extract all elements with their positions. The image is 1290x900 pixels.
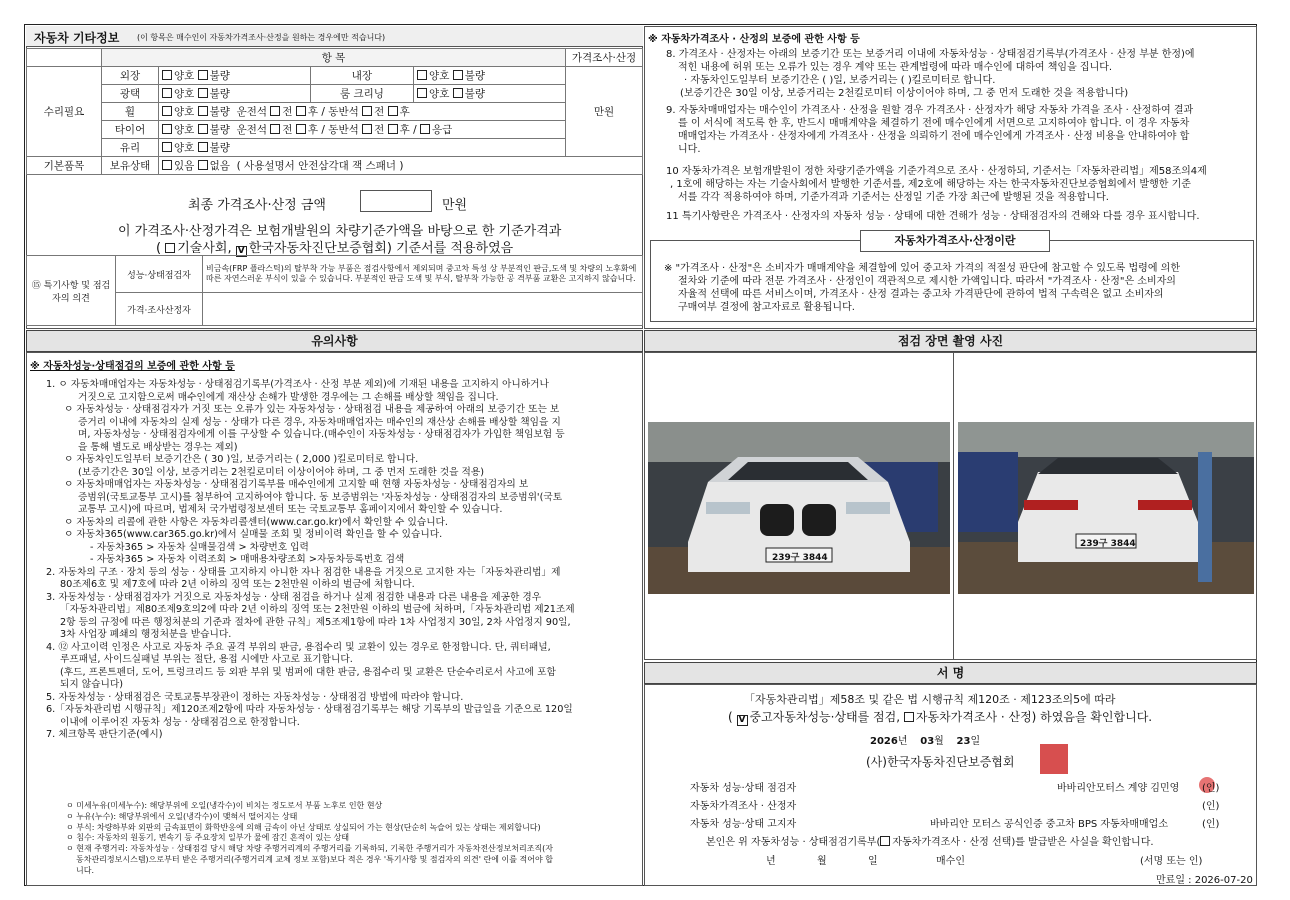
inspector-opinion-label: 성능·상태점검자	[116, 256, 203, 293]
checkbox[interactable]	[296, 124, 306, 134]
checkbox[interactable]	[162, 106, 172, 116]
row-tire: 타이어	[102, 121, 159, 139]
checkbox[interactable]	[198, 70, 208, 80]
checkbox[interactable]	[420, 124, 430, 134]
basic-items-label: 기본품목	[27, 157, 102, 175]
other-info-title: 자동차 기타정보	[34, 31, 120, 45]
checkbox[interactable]	[162, 88, 172, 98]
association-seal-stamp	[1040, 744, 1068, 774]
interior-options: 양호 불량	[414, 67, 566, 85]
row-room-cleaning: 룸 크리닝	[310, 85, 413, 103]
checkbox[interactable]	[198, 88, 208, 98]
front-car-photo	[648, 422, 950, 594]
checkbox[interactable]	[417, 70, 427, 80]
checkbox-tech-society[interactable]	[165, 243, 175, 253]
expiry-date: 만료일 : 2026-07-20	[1156, 875, 1253, 886]
exterior-options: 양호 불량	[159, 67, 311, 85]
buyer-signature: (서명 또는 인)	[1140, 856, 1203, 867]
inspector-label: 자동차 성능·상태 점검자	[690, 783, 797, 794]
appraiser-opinion-text	[203, 293, 643, 326]
signature-header: 서 명	[644, 662, 1257, 684]
clause-9: 9. 자동차매매업자는 매수인이 가격조사 · 산정을 원할 경우 가격조사 · 산정자가 해당 자동차 가격을 조사 · 산정하여 결과 를 이 서식에 적도록 한 후, 반드시 매매계약을 체결하기 전에 매수인에게 서면으로 고지하여야 합니다. 이 경우 자동차 매매업자는 가격조사 · 산정자에게 가격조사 · 산정을 의뢰하기 전에 매수인에게 가격조사 · 산정 비용을 안내하여야 합 니다.	[666, 105, 1194, 155]
row-exterior: 외장	[102, 67, 159, 85]
row-glass: 유리	[102, 139, 159, 157]
notifier-label: 자동차 성능·상태 고지자	[690, 819, 797, 830]
basis-line-2: ( 기술사회, V 한국자동차진단보증협회) 기준서를 적용하였음	[156, 241, 514, 256]
appraiser-opinion-label: 가격·조사산정자	[116, 293, 203, 326]
checkbox[interactable]	[388, 124, 398, 134]
inspector-opinion-text: 비금속(FRP 플라스틱)의 탈부착 가능 부품은 점검사항에서 제외되며 중고차 특성 상 부분적인 판금,도색 및 차량의 노후화에 따른 자연스러운 부식이 있을 수 있습니다. 부분적인 판금 도색 및 부식, 탈부착 가능한 공 격부품 교환은 고지하지 않습니다.	[203, 256, 643, 293]
checkbox[interactable]	[162, 124, 172, 134]
law-basis-line: 「자동차관리법」제58조 및 같은 법 시행규칙 제120조 · 제123조의5에 따라	[744, 693, 1116, 706]
price-guarantee-title: ※ 자동차가격조사 · 산정의 보증에 관한 사항 등	[648, 34, 860, 45]
special-notes-table	[26, 255, 643, 326]
clause-11: 11 특기사항란은 가격조사 · 산정자의 자동차 성능 · 상태에 대한 견해가 성능 · 상태점검자의 견해와 다를 경우 표시합니다.	[666, 211, 1200, 222]
repair-table: 항 목 가격조사·산정 수리필요 외장 양호 불량 내장 양호 불량 만원 광택 양호 불량 룸 크리닝 양호 불량 휠 양호 불량 운전석 전 후 / 동반석 전 후 타이어 양호 불량 운전석 전 후 / 동반석 전 후 / 응급 유리 양호 불량 기본품목 보유상태 있음 없음 ( 사용설명서 안전삼각대 잭 스패너 )	[26, 48, 643, 175]
row-interior: 내장	[310, 67, 413, 85]
notice-subtitle: ※ 자동차성능·상태점검의 보증에 관한 사항 등	[30, 361, 235, 372]
notifier-value: 바바리안 모터스 공식인증 중고차 BPS 자동차매매업소	[930, 819, 1168, 830]
repair-label: 수리필요	[27, 67, 102, 157]
checkbox[interactable]	[453, 70, 463, 80]
col-price-header: 가격조사·산정	[566, 49, 643, 67]
clause-8: 8. 가격조사 · 산정자는 아래의 보증기간 또는 보증거리 이내에 자동차성능 · 상태점검기록부(가격조사 · 산정 부분 한정)에 적힌 내용에 허위 또는 오류가 있는 경우 계약 또는 관계법령에 따라 매수인에 대하여 책임을 집니다. · 자동차인도일부터 보증기간은 ( )일, 보증거리는 ( )킬로미터로 합니다. (보증기간은 30일 이상, 보증거리는 2천킬로미터 이상이어야 하며, 그 중 먼저 도래한 것을 적용합니다)	[666, 49, 1195, 99]
rear-car-image	[958, 422, 1254, 594]
checkbox-kadiwa-checked[interactable]: V	[236, 246, 247, 257]
row-gloss: 광택	[102, 85, 159, 103]
price-box-text: ※ "가격조사 · 산정"은 소비자가 매매계약을 체결함에 있어 중고차 가격의 적절성 판단에 참고할 수 있도록 법령에 의한 절차와 기준에 따라 전문 가격조사 · 산정인이 객관적으로 제시한 가액입니다. 따라서 "가격조사 · 산정"은 소비자의 자율적 선택에 따른 서비스이며, 가격조사 · 산정 결과는 중고차 가격판단에 관하여 법적 구속력은 없고 소비자의 구매여부 결정에 참고자료로 활용됩니다.	[664, 263, 1180, 313]
status-label: 보유상태	[102, 157, 159, 175]
checkbox-performance-checked[interactable]: V	[737, 715, 748, 726]
appraiser-label: 자동차가격조사 · 산정자	[690, 801, 797, 812]
checkbox[interactable]	[198, 106, 208, 116]
checkbox[interactable]	[198, 124, 208, 134]
basic-items-options: 있음 없음 ( 사용설명서 안전삼각대 잭 스패너 )	[159, 157, 643, 175]
checkbox[interactable]	[198, 160, 208, 170]
checkbox-buyer-price-appraisal[interactable]	[880, 836, 890, 846]
checkbox[interactable]	[270, 106, 280, 116]
inspector-seal: (인)	[1202, 783, 1220, 794]
checkbox[interactable]	[362, 106, 372, 116]
checkbox[interactable]	[362, 124, 372, 134]
photos-divider	[953, 352, 954, 660]
association-name: (사)한국자동차진단보증협회	[866, 755, 1015, 769]
col-item-header: 항 목	[102, 49, 566, 67]
final-price-label: 최종 가격조사·산정 금액	[188, 198, 326, 213]
rear-plate: 239구 3844	[1080, 539, 1136, 549]
checkbox[interactable]	[162, 160, 172, 170]
confirm-line: ( V 중고자동차성능·상태를 점검, 자동차가격조사 · 산정) 하였음을 확인합니다.	[728, 710, 1153, 725]
special-notes-label: ⑮ 특기사항 및 점검자의 의견	[27, 256, 116, 326]
notice-body: 1. ㅇ 자동차매매업자는 자동차성능 · 상태점검기록부(가격조사 · 산정 부분 제외)에 기재된 내용을 고지하지 아니하거나 거짓으로 고지함으로써 매수인에게 재산상 손해가 발생한 경우에는 그 손해를 배상할 책임을 집니다. ㅇ 자동차성능 · 상태점검자가 거짓 또는 오류가 있는 자동차성능 · 상태점검 내용을 제공하여 아래의 보증기간 또는 보 증거리 이내에 자동차의 실제 성능 · 상태가 다른 경우, 자동차매매업자는 매수인의 재산상 손해를 배상할 책임을 지 며, 자동차성능 · 상태점검자에게 이를 구상할 수 있습니다.(매수인이 자동차성능 · 상태점검자가 가입한 책임보험 등 을 통해 별도로 배상받는 경우는 제외) ㅇ 자동차인도일부터 보증기간은 ( 30 )일, 보증거리는 ( 2,000 )킬로미터로 합니다. (보증기간은 30일 이상, 보증거리는 2천킬로미터 이상이어야 하며, 그 중 먼저 도래한 것을 적용) ㅇ 자동차매매업자는 자동차성능 · 상태점검기록부를 매수인에게 고지할 때 현행 자동차성능 · 상태점검자의 보 증범위(국토교통부 고시)를 첨부하여 고지하여야 합니다. 동 보증범위는 '자동차성능 · 상태점검자의 보증범위'(국토 교통부 고시)에 따르며, 법제처 국가법령정보센터 또는 국토교통부 홈페이지에서 확인할 수 있습니다. ㅇ 자동차의 리콜에 관한 사항은 자동차리콜센터(www.car.go.kr)에서 확인할 수 있습니다. ㅇ 자동차365(www.car365.go.kr)에서 실매물 조회 및 정비이력 확인을 할 수 있습니다. - 자동차365 > 자동차 실매물검색 > 차량번호 입력 - 자동차365 > 자동차 이력조회 > 매매용차량조회 >자동차등록번호 검색 2. 자동차의 구조 · 장치 등의 성능 · 상태를 고지하지 아니한 자나 점검한 내용을 거짓으로 고지한 자는「자동차관리법」제 80조제6호 및 제7호에 따라 2년 이하의 징역 또는 2천만원 이하의 벌금에 처합니다. 3. 자동차성능 · 상태점검자가 거짓으로 자동차성능 · 상태 점검을 하거나 실제 점검한 내용과 다른 내용을 제공한 경우 「자동차관리법」제80조제9호의2에 따라 2년 이하의 징역 또는 2천만원 이하의 벌금에 처하며,「자동차관리법 제21조제 2항 등의 규정에 따른 행정처분의 기준과 절차에 관한 규칙」제5조제1항에 따라 1차 사업정지 30일, 2차 사업정지 90일, 3차 사업장 폐쇄의 행정처분을 받습니다. 4. ⑫ 사고이력 인정은 사고로 자동차 주요 골격 부위의 판금, 용접수리 및 교환이 있는 경우로 한정합니다. 단, 쿼터패널, 루프패널, 사이드실패널 부위는 절단, 용접 시에만 사고로 표기합니다. (후드, 프론트펜더, 도어, 트렁크리드 등 외판 부위 및 범퍼에 대한 판금, 용접수리 및 교환은 단순수리로서 사고에 포함 되지 않습니다) 5. 자동차성능 · 상태점검은 국토교통부장관이 정하는 자동차성능 · 상태점검 방법에 따라야 합니다. 6.「자동차관리법 시행규칙」제120조제2항에 따라 자동차성능 · 상태점검기록부는 해당 기록부의 발급일을 기준으로 120일 이내에 이루어진 자동차 성능 · 상태점검으로 한정합니다. 7. 체크항목 판단기준(예시)	[46, 379, 575, 740]
price-unit: 만원	[566, 67, 643, 157]
checkbox[interactable]	[453, 88, 463, 98]
buyer-confirm-line: 본인은 위 자동차성능 · 상태점검기록부( 자동차가격조사 · 산정 선택)를 발급받은 사실을 확인합니다.	[706, 837, 1154, 848]
row-wheel: 휠	[102, 103, 159, 121]
photos-header: 점검 장면 촬영 사진	[644, 330, 1257, 352]
checkbox-price-appraisal[interactable]	[904, 712, 914, 722]
checkbox[interactable]	[417, 88, 427, 98]
notice-criteria: ㅇ 미세누유(미세누수): 해당부위에 오일(냉각수)이 비치는 정도로서 부품 노후로 인한 현상 ㅇ 누유(누수): 해당부위에서 오일(냉각수)이 맺혀서 떨어지는 상태 ㅇ 부식: 차량하부와 외판의 금속표면이 화학반응에 의해 금속이 아닌 상태로 상실되어 가는 현상(단순히 녹슬어 있는 상태는 제외합니다) ㅇ 침수: 자동차의 원동기, 변속기 등 주요장치 일부가 물에 잠긴 흔적이 있는 상태 ㅇ 현재 주행거리: 자동차성능 · 상태점검 당시 해당 차량 주행거리계의 주행거리를 기록하되, 기록한 주행거리가 자동차전산정보처리조직(자 동차관리정보시스템)으로부터 받은 주행거리(주행거리계 교체 정보 포함)보다 적은 경우 '특기사항 및 점검자의 의견' 란에 이를 적어야 합 니다.	[66, 801, 553, 875]
rear-car-photo	[958, 422, 1254, 594]
checkbox[interactable]	[270, 124, 280, 134]
buyer-date-line: 년 월 일	[766, 856, 878, 867]
checkbox[interactable]	[296, 106, 306, 116]
checkbox[interactable]	[162, 142, 172, 152]
appraiser-seal: (인)	[1202, 801, 1220, 812]
front-plate: 239구 3844	[772, 553, 828, 563]
notifier-seal: (인)	[1202, 819, 1220, 830]
checkbox[interactable]	[388, 106, 398, 116]
front-car-image	[648, 422, 950, 594]
clause-10: 10 자동차가격은 보험개발원이 정한 차량기준가액을 기준가격으로 조사 · 산정하되, 기준서는「자동차관리법」제58조의4제 , 1호에 해당하는 자는 기술사회에서 발행한 기준서를, 제2호에 해당하는 자는 한국자동차진단보증협회에서 발행한 기준 서를 각각 적용하여야 하며, 기준가격과 기준서는 산정일 기준 가장 최근에 발행된 것을 적용합니다.	[666, 166, 1207, 203]
final-price-unit: 만원	[442, 198, 468, 213]
final-price-input[interactable]	[360, 190, 432, 212]
checkbox[interactable]	[198, 142, 208, 152]
other-info-note: (이 항목은 매수인이 자동차가격조사·산정을 원하는 경우에만 적습니다)	[137, 33, 386, 42]
checkbox[interactable]	[162, 70, 172, 80]
issue-date: 2026년 03월 23일	[870, 736, 981, 747]
inspector-value: 바바리안모터스 계양 김민영	[1057, 783, 1180, 794]
price-box-title: 자동차가격조사·산정이란	[860, 230, 1050, 252]
notice-header: 유의사항	[26, 330, 643, 352]
basis-line-1: 이 가격조사·산정가격은 보험개발원의 차량기준가액을 바탕으로 한 기준가격과	[118, 224, 562, 239]
buyer-label: 매수인	[936, 856, 965, 867]
